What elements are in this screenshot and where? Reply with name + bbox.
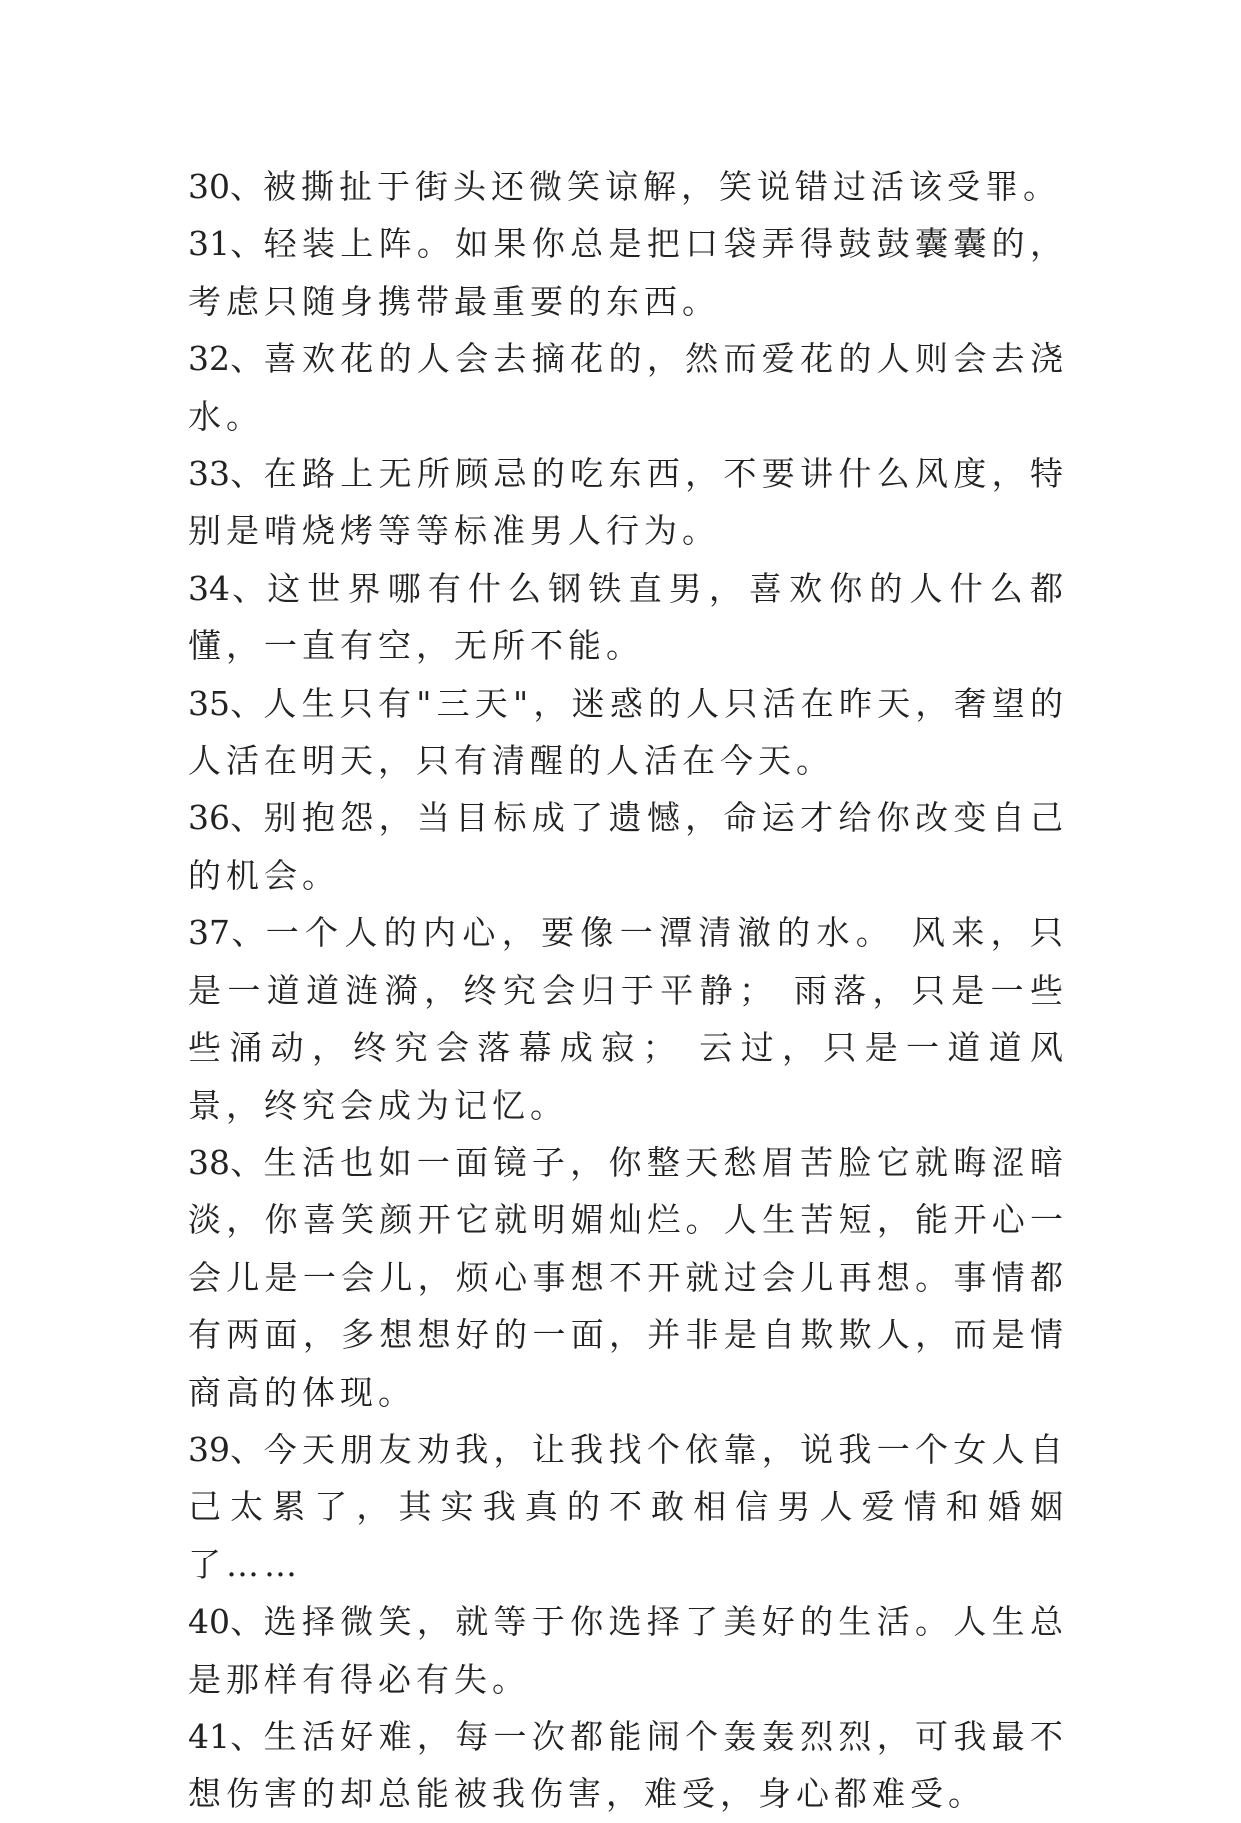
entry-number: 40、	[188, 1602, 264, 1642]
entry-number: 30、	[188, 167, 263, 206]
entry-number: 32、	[188, 339, 264, 379]
quote-entry-37	[188, 904, 1068, 1134]
entry-text: 这世界哪有什么钢铁直男，喜欢你的人什么都懂，一直有空，无所不能。	[188, 568, 1068, 666]
entry-text: 被撕扯于街头还微笑谅解，笑说错过活该受罪。	[263, 167, 1061, 206]
quote-entry-36	[188, 789, 1068, 904]
quote-entry-33	[188, 445, 1068, 560]
quote-entry-39	[188, 1421, 1068, 1593]
quote-entry-38	[188, 1134, 1068, 1421]
entry-text: 喜欢花的人会去摘花的，然而爱花的人则会去浇水。	[188, 339, 1069, 436]
entry-number: 33、	[188, 454, 264, 494]
quote-entry-41	[188, 1708, 1068, 1823]
quote-entry-40	[188, 1593, 1068, 1708]
entry-number: 41、	[188, 1716, 264, 1756]
entry-text: 别抱怨，当目标成了遗憾，命运才给你改变自己的机会。	[188, 798, 1069, 895]
entry-text: 选择微笑，就等于你选择了美好的生活。人生总是那样有得必有失。	[188, 1602, 1069, 1699]
entry-number: 35、	[188, 683, 264, 723]
quote-entry-30	[188, 158, 1068, 215]
quote-entry-34	[188, 560, 1068, 675]
quote-list	[188, 158, 1068, 1823]
entry-text: 生活好难，每一次都能闹个轰轰烈烈，可我最不想伤害的却总能被我伤害，难受，身心都难受。	[188, 1716, 1069, 1814]
entry-number: 37、	[188, 913, 266, 953]
entry-text: 轻装上阵。如果你总是把口袋弄得鼓鼓囊囊的，考虑只随身携带最重要的东西。	[188, 224, 1069, 321]
entry-number: 39、	[188, 1429, 264, 1469]
entry-number: 34、	[188, 568, 268, 608]
entry-text: 生活也如一面镜子，你整天愁眉苦脸它就晦涩暗淡，你喜笑颜开它就明媚灿烂。人生苦短，能开心一会儿是一会儿，烦心事想不开就过会儿再想。事情都有两面，多想想好的一面，并非是自欺欺人，而是情商高的体现。	[188, 1142, 1069, 1412]
entry-number: 38、	[188, 1142, 264, 1182]
entry-text: 一个人的内心，要像一潭清澈的水。 风来，只是一道道涟漪，终究会归于平静； 雨落，只是一些些涌动，终究会落幕成寂； 云过，只是一道道风景，终究会成为记忆。	[188, 913, 1068, 1125]
entry-number: 36、	[188, 798, 264, 838]
entry-text: 人生只有"三天"，迷惑的人只活在昨天，奢望的人活在明天，只有清醒的人活在今天。	[188, 683, 1069, 781]
entry-number: 31、	[188, 224, 264, 264]
entry-text: 今天朋友劝我，让我找个依靠，说我一个女人自己太累了，其实我真的不敢相信男人爱情和婚姻了……	[188, 1429, 1069, 1584]
quote-entry-32	[188, 330, 1068, 445]
quote-entry-35	[188, 675, 1068, 790]
entry-text: 在路上无所顾忌的吃东西，不要讲什么风度，特别是啃烧烤等等标准男人行为。	[188, 454, 1069, 551]
quote-entry-31	[188, 215, 1068, 330]
